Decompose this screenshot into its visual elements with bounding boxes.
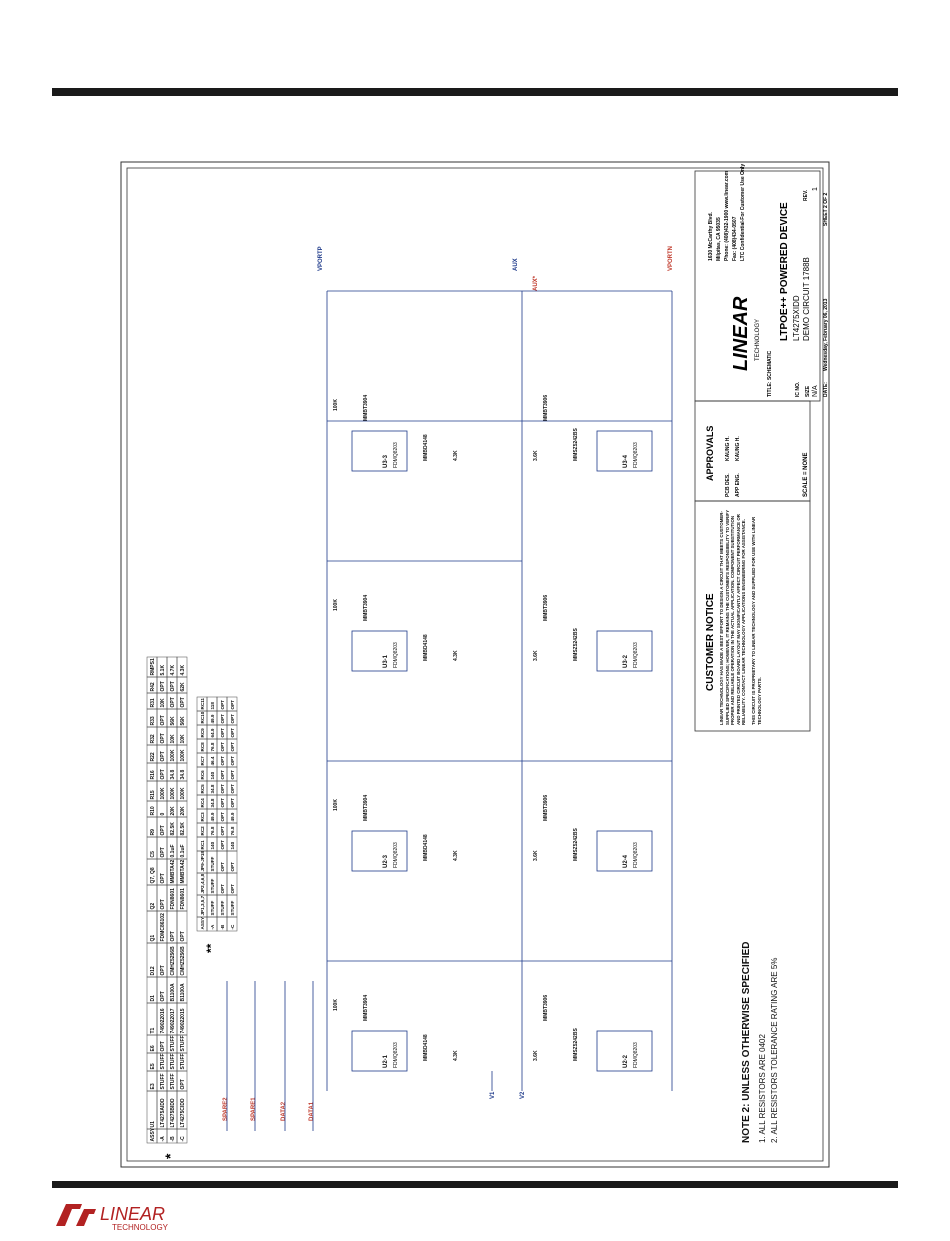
footer-logo-sub: TECHNOLOGY — [112, 1223, 169, 1232]
diode-label: MMBD4148 — [423, 834, 429, 861]
net-aux: AUX — [513, 258, 519, 271]
table1-cell: STUFF — [160, 1073, 166, 1090]
table1-cell: 100K — [180, 787, 186, 800]
table1-header-cell: U1 — [150, 1121, 156, 1128]
table2-cell: OPT — [220, 714, 225, 724]
table2-cell: 34.8 — [210, 784, 215, 794]
table1-cell: 10K — [180, 734, 186, 744]
table1-cell: 4.7K — [170, 664, 176, 676]
table1-header-cell: C5 — [150, 851, 156, 858]
transistor-label: MMBT3904 — [363, 394, 369, 421]
table1-cell: -A — [160, 1136, 166, 1142]
table2-cell: STUFF — [210, 900, 215, 916]
table1-cell: 749022017 — [170, 1008, 176, 1034]
table2-header-cell: RC8 — [200, 742, 205, 752]
approvals-title: APPROVALS — [705, 425, 715, 481]
table1-cell: STUFF — [170, 1073, 176, 1090]
table1-header-cell: Q1 — [150, 934, 156, 942]
table1-header-cell: R9 — [150, 829, 156, 836]
transistor-label: MMBT3906 — [543, 994, 549, 1021]
table1-cell: 62K — [180, 682, 186, 692]
table2-cell: 140 — [210, 841, 215, 850]
table1-cell: OPT — [180, 697, 186, 708]
wires — [227, 291, 672, 1131]
resistor-value: 3.6K — [533, 450, 539, 461]
table2-header-cell: RC7 — [200, 756, 205, 766]
ic-label: U2-4 — [623, 854, 629, 868]
assembly-table — [147, 657, 187, 1143]
ic-blocks — [333, 395, 652, 1071]
resistor-value: 100K — [333, 999, 339, 1011]
table2-cell: OPT — [230, 728, 235, 738]
ic-label: U3-1 — [383, 654, 389, 668]
table1-cell: FDN8601 — [180, 888, 186, 910]
table2-header-cell: RC10 — [200, 711, 205, 724]
transistor-label: MMBT3906 — [543, 594, 549, 621]
diode-label: MMBD4148 — [423, 1034, 429, 1061]
table2-cell: 49.9 — [210, 714, 215, 724]
net-spare2: SPARE2 — [223, 1097, 229, 1121]
resistor-value: 4.3K — [453, 1050, 459, 1061]
resistor-value: 100K — [333, 799, 339, 811]
table1-cell: OPT — [160, 847, 166, 858]
table1-cell: STUFF — [170, 1035, 176, 1052]
table2-cell: OPT — [220, 784, 225, 794]
table1-cell: OPT — [160, 965, 166, 976]
diode-label: MMBD4148 — [423, 634, 429, 661]
table1-header-cell: E3 — [150, 1083, 156, 1090]
tb-rev: 1 — [812, 187, 819, 191]
table2-cell: 76.8 — [210, 742, 215, 752]
net-vportn: VPORTN — [668, 245, 674, 271]
net-labels — [223, 246, 674, 1121]
tb-fax: Fax: (408)434-0507 — [732, 216, 738, 261]
transistor-label: MMBT3904 — [363, 994, 369, 1021]
table2-cell: STUFF — [210, 856, 215, 872]
ic-part: FDMQ8203 — [633, 442, 639, 468]
table2-cell: 49.9 — [210, 812, 215, 822]
tb-size: N/A — [812, 385, 819, 397]
table1-cell: 100K — [180, 749, 186, 762]
table1-cell: OPT — [170, 681, 176, 692]
table1-cell: 10K — [160, 698, 166, 708]
table1-cell: STUFF — [160, 1053, 166, 1070]
table1-cell: OPT — [180, 1079, 186, 1090]
table1-cell: LT4275CIDD — [180, 1098, 186, 1128]
table2-header-cell: ASSY — [200, 916, 205, 930]
table2-cell: OPT — [220, 862, 225, 872]
approvals-name2: KAUNG H. — [735, 436, 741, 461]
table2-cell: 118 — [210, 702, 215, 710]
tb-title-label: TITLE: SCHEMATIC — [767, 350, 773, 397]
tb-ic: LT4275XIDD — [792, 295, 801, 341]
table1-header-cell: ASSY — [150, 1127, 156, 1142]
transistor-label: MMBT3904 — [363, 794, 369, 821]
table2-cell: OPT — [220, 826, 225, 836]
table1-cell: STUFF — [180, 1053, 186, 1070]
net-vportp: VPORTP — [318, 246, 324, 271]
ic-label: U3-2 — [623, 654, 629, 668]
table2-cell: OPT — [220, 756, 225, 766]
table1-cell: 10K — [170, 734, 176, 744]
table1-cell: OPT — [170, 931, 176, 942]
table2-cell: OPT — [230, 884, 235, 894]
table1-cell: 749022015 — [180, 1008, 186, 1034]
note-line2: 2. ALL RESISTORS TOLERANCE RATING ARE 5% — [770, 957, 779, 1143]
table1-cell: 5.1K — [160, 664, 166, 676]
notice-block — [695, 501, 810, 731]
table1-cell: MMBTA42 — [180, 859, 186, 884]
tb-addr1: 1630 McCarthy Blvd. — [708, 212, 714, 261]
approvals-pcb: PCB DES. — [725, 473, 731, 497]
table1-header-cell: D12 — [150, 966, 156, 976]
zener-label: MMSZ5242BS — [573, 428, 579, 461]
table2-marker: ** — [204, 943, 218, 953]
table1-cell: STUFF — [170, 1053, 176, 1070]
table1-cell: 82.5K — [180, 822, 186, 836]
table1-cell: CMHZ5256B — [170, 946, 176, 976]
table2-header-cell: RC6 — [200, 770, 205, 780]
table1-cell: 34.8 — [170, 769, 176, 780]
note-line1: 1. ALL RESISTORS ARE 0402 — [758, 1034, 767, 1143]
note-title: NOTE 2: UNLESS OTHERWISE SPECIFIED — [741, 941, 752, 1143]
table1-cell: OPT — [160, 769, 166, 780]
table2-header-cell: RC1 — [200, 840, 205, 850]
table2-cell: 140 — [230, 841, 235, 850]
table1-cell: OPT — [160, 681, 166, 692]
approvals-app: APP ENG. — [735, 473, 741, 497]
footer-logo-text: LINEAR — [100, 1204, 166, 1224]
zener-label: MMSZ5242BS — [573, 628, 579, 661]
title-block — [695, 164, 829, 401]
table2-cell: 76.8 — [230, 826, 235, 836]
table2-cell: 64.9 — [210, 728, 215, 738]
table1-cell: 20K — [170, 806, 176, 816]
table1-cell: FDN8601 — [170, 888, 176, 910]
table1-header-cell: Q7, Q8 — [150, 867, 156, 884]
ic-part: FDMQ8203 — [633, 842, 639, 868]
ic-label: U3-3 — [383, 454, 389, 468]
table1-header-cell: R16 — [150, 770, 156, 780]
table1-cell: 100K — [170, 787, 176, 800]
ic-part: FDMQ8203 — [633, 642, 639, 668]
table1-cell: CMHZ5256B — [180, 946, 186, 976]
table2-cell: OPT — [220, 798, 225, 808]
table2-cell: -A — [210, 924, 215, 930]
table2-cell: OPT — [220, 840, 225, 850]
tb-addr2: Milpitas, CA 95035 — [716, 217, 722, 261]
table2-header-cell: JP1,3,5,7 — [200, 895, 205, 916]
table1-marker: * — [162, 1153, 178, 1159]
table2-cell: OPT — [230, 784, 235, 794]
resistor-value: 4.3K — [453, 450, 459, 461]
tb-logo-sub: TECHNOLOGY — [755, 318, 761, 361]
table1-cell: OPT — [160, 899, 166, 910]
tb-ic-label: IC NO. — [795, 381, 801, 397]
table1-cell: -C — [180, 1136, 186, 1142]
table1-header-cell: E5 — [150, 1063, 156, 1070]
table1-cell: 100K — [170, 749, 176, 762]
table2-header-cell: RC4 — [200, 798, 205, 808]
table2-cell: OPT — [220, 728, 225, 738]
table2-cell: OPT — [220, 700, 225, 710]
table1-cell: MMBTA42 — [170, 859, 176, 884]
table1-cell: LT4275AIDD — [160, 1098, 166, 1128]
approvals-scale: SCALE = NONE — [803, 452, 809, 497]
table1-header-cell: Q2 — [150, 902, 156, 910]
table1-header-cell: R22 — [150, 752, 156, 762]
tb-date: Wednesday, February 06, 2013 — [823, 298, 829, 371]
net-data2: DATA2 — [281, 1101, 287, 1121]
table2-cell: STUFF — [210, 878, 215, 894]
table1-header-cell: R32 — [150, 734, 156, 744]
tb-rev-label: REV. — [803, 189, 809, 201]
table2-cell: OPT — [230, 862, 235, 872]
notice-title: CUSTOMER NOTICE — [705, 593, 716, 691]
table2-cell: 140 — [210, 771, 215, 780]
table2-cell: 49.9 — [230, 812, 235, 822]
footer-rule — [52, 1181, 898, 1188]
table1-cell: OPT — [160, 991, 166, 1002]
table2-cell: -C — [230, 924, 235, 930]
table1-cell: 100K — [160, 787, 166, 800]
table1-header-cell: E6 — [150, 1045, 156, 1052]
table2-cell: STUFF — [220, 900, 225, 916]
ic-part: FDMQ8203 — [393, 1042, 399, 1068]
table1-cell: OPT — [180, 931, 186, 942]
ic-label: U2-1 — [383, 1054, 389, 1068]
table1-cell: 34.8 — [180, 769, 186, 780]
ic-label: U2-3 — [383, 854, 389, 868]
resistor-table — [197, 697, 237, 931]
table1-header-cell: R42 — [150, 682, 156, 692]
table1-cell: OPT — [160, 825, 166, 836]
tb-title: LTPOE++ POWERED DEVICE — [779, 202, 790, 341]
table2-cell: OPT — [230, 798, 235, 808]
table1-cell: 0 — [160, 812, 166, 816]
table1-cell: B1100A — [170, 983, 176, 1002]
tb-phone: Phone: (408)432-1900 www.linear.com — [724, 170, 730, 261]
ic-label: U2-2 — [623, 1054, 629, 1068]
footer-logo — [52, 1196, 192, 1236]
table2-header-cell: JP9-JP18 — [200, 851, 205, 872]
transistor-label: MMBT3906 — [543, 394, 549, 421]
table2-cell: OPT — [220, 884, 225, 894]
table1-cell: OPT — [160, 873, 166, 884]
resistor-value: 3.6K — [533, 850, 539, 861]
resistor-value: 4.3K — [453, 850, 459, 861]
table2-cell: OPT — [230, 742, 235, 752]
tb-size-label: SIZE — [805, 385, 811, 397]
table1-header-cell: D1 — [150, 995, 156, 1002]
table2-header-cell: JP2,4,6,8 — [200, 873, 205, 894]
table2-header-cell: RC3 — [200, 812, 205, 822]
transistor-label: MMBT3906 — [543, 794, 549, 821]
resistor-value: 4.3K — [453, 650, 459, 661]
zener-label: MMSZ5242BS — [573, 1028, 579, 1061]
table2-cell: STUFF — [230, 900, 235, 916]
zener-label: MMSZ5242BS — [573, 828, 579, 861]
net-v1-label: V1 — [490, 1091, 496, 1099]
table1-cell: B1100A — [180, 983, 186, 1002]
table1-cell: 56K — [170, 716, 176, 726]
table1-cell: OPT — [160, 733, 166, 744]
table1-header-cell: T1 — [150, 1027, 156, 1034]
table1-header-cell: R15 — [150, 790, 156, 800]
net-auxs: AUX* — [533, 275, 539, 291]
table2-cell: OPT — [220, 742, 225, 752]
notice-body: LINEAR TECHNOLOGY HAS MADE A BEST EFFORT TO DESIGN A CIRCUIT THAT MEETS CUSTOMER-SUPPLIED SPECIFICATIONS; HOWEVER, IT REMAINS THE CUSTOMER'S RESPONSIBILITY TO VERIFY PROPER AND RELIABLE OPERATION IN THE ACTUAL APPLICATION. COMPONENT SUBSTITUTION AND PRINTED CIRCUIT BOARD LAYOUT MAY SIGNIFICANTLY AFFECT CIRCUIT PERFORMANCE OR RELIABILITY. CONTACT LINEAR TECHNOLOGY APPLICATIONS ENGINEERING FOR ASSISTANCE. — [719, 509, 747, 725]
tb-logo: LINEAR — [730, 296, 752, 371]
table1-cell: 4.3K — [180, 664, 186, 676]
table1-cell: 20K — [180, 806, 186, 816]
table2-cell: 34.8 — [210, 798, 215, 808]
ic-part: FDMQ8203 — [633, 1042, 639, 1068]
net-spare1: SPARE1 — [251, 1097, 257, 1121]
net-v2-label: V2 — [520, 1091, 526, 1099]
table1-cell: OPT — [170, 697, 176, 708]
transistor-label: MMBT3904 — [363, 594, 369, 621]
table2-cell: OPT — [230, 756, 235, 766]
ic-part: FDMQ8203 — [393, 842, 399, 868]
tb-sheet: SHEET 2 OF 2 — [823, 192, 829, 226]
table1-cell: 0.1uF — [170, 844, 176, 858]
diode-label: MMBD4148 — [423, 434, 429, 461]
table2-header-cell: RC5 — [200, 784, 205, 794]
resistor-value: 100K — [333, 599, 339, 611]
table1-cell: STUFF — [180, 1035, 186, 1052]
table2-cell: OPT — [220, 770, 225, 780]
tb-confidential: LTC Confidential-For Customer Use Only — [740, 163, 746, 261]
table1-cell: OPT — [160, 1041, 166, 1052]
table2-header-cell: RC11 — [200, 698, 205, 710]
resistor-value: 100K — [333, 399, 339, 411]
table2-cell: OPT — [230, 714, 235, 724]
table1-cell: OPT — [160, 751, 166, 762]
table2-header-cell: RC9 — [200, 728, 205, 738]
table1-cell: LT4275BIDD — [170, 1098, 176, 1128]
table1-cell: OPT — [160, 715, 166, 726]
resistor-value: 3.6K — [533, 650, 539, 661]
notice-footer: THIS CIRCUIT IS PROPRIETARY TO LINEAR TECHNOLOGY AND SUPPLIED FOR USE WITH LINEAR TECHNOLOGY PARTS. — [750, 516, 762, 725]
net-data1: DATA1 — [309, 1101, 315, 1121]
table2-cell: OPT — [220, 812, 225, 822]
table2-cell: 76.8 — [210, 826, 215, 836]
table1-cell: 82.5K — [170, 822, 176, 836]
table1-cell: 56K — [180, 716, 186, 726]
tb-date-label: DATE: — [823, 382, 829, 397]
table1-header-cell: RMPS1 — [150, 658, 156, 676]
ic-label: U3-4 — [623, 454, 629, 468]
ic-part: FDMQ8203 — [393, 642, 399, 668]
approvals-block — [695, 401, 810, 501]
table1-header-cell: R10 — [150, 806, 156, 816]
table2-cell: 46.4 — [210, 756, 215, 766]
ic-part: FDMQ8203 — [393, 442, 399, 468]
table2-cell: OPT — [230, 700, 235, 710]
resistor-value: 3.6K — [533, 1050, 539, 1061]
table2-cell: OPT — [230, 770, 235, 780]
table2-header-cell: RC2 — [200, 826, 205, 836]
rotated-schematic — [147, 164, 829, 1159]
table1-header-cell: R31 — [150, 698, 156, 708]
table1-cell: FDMC86102 — [160, 913, 166, 942]
tb-demo: DEMO CIRCUIT 1788B — [802, 257, 811, 341]
table1-cell: -B — [170, 1136, 176, 1142]
approvals-name1: KAUNG H. — [725, 436, 731, 461]
table1-header-cell: R33 — [150, 716, 156, 726]
table1-cell: 749022016 — [160, 1008, 166, 1034]
table2-cell: -B — [220, 924, 225, 930]
table1-cell: 0.1uF — [180, 844, 186, 858]
